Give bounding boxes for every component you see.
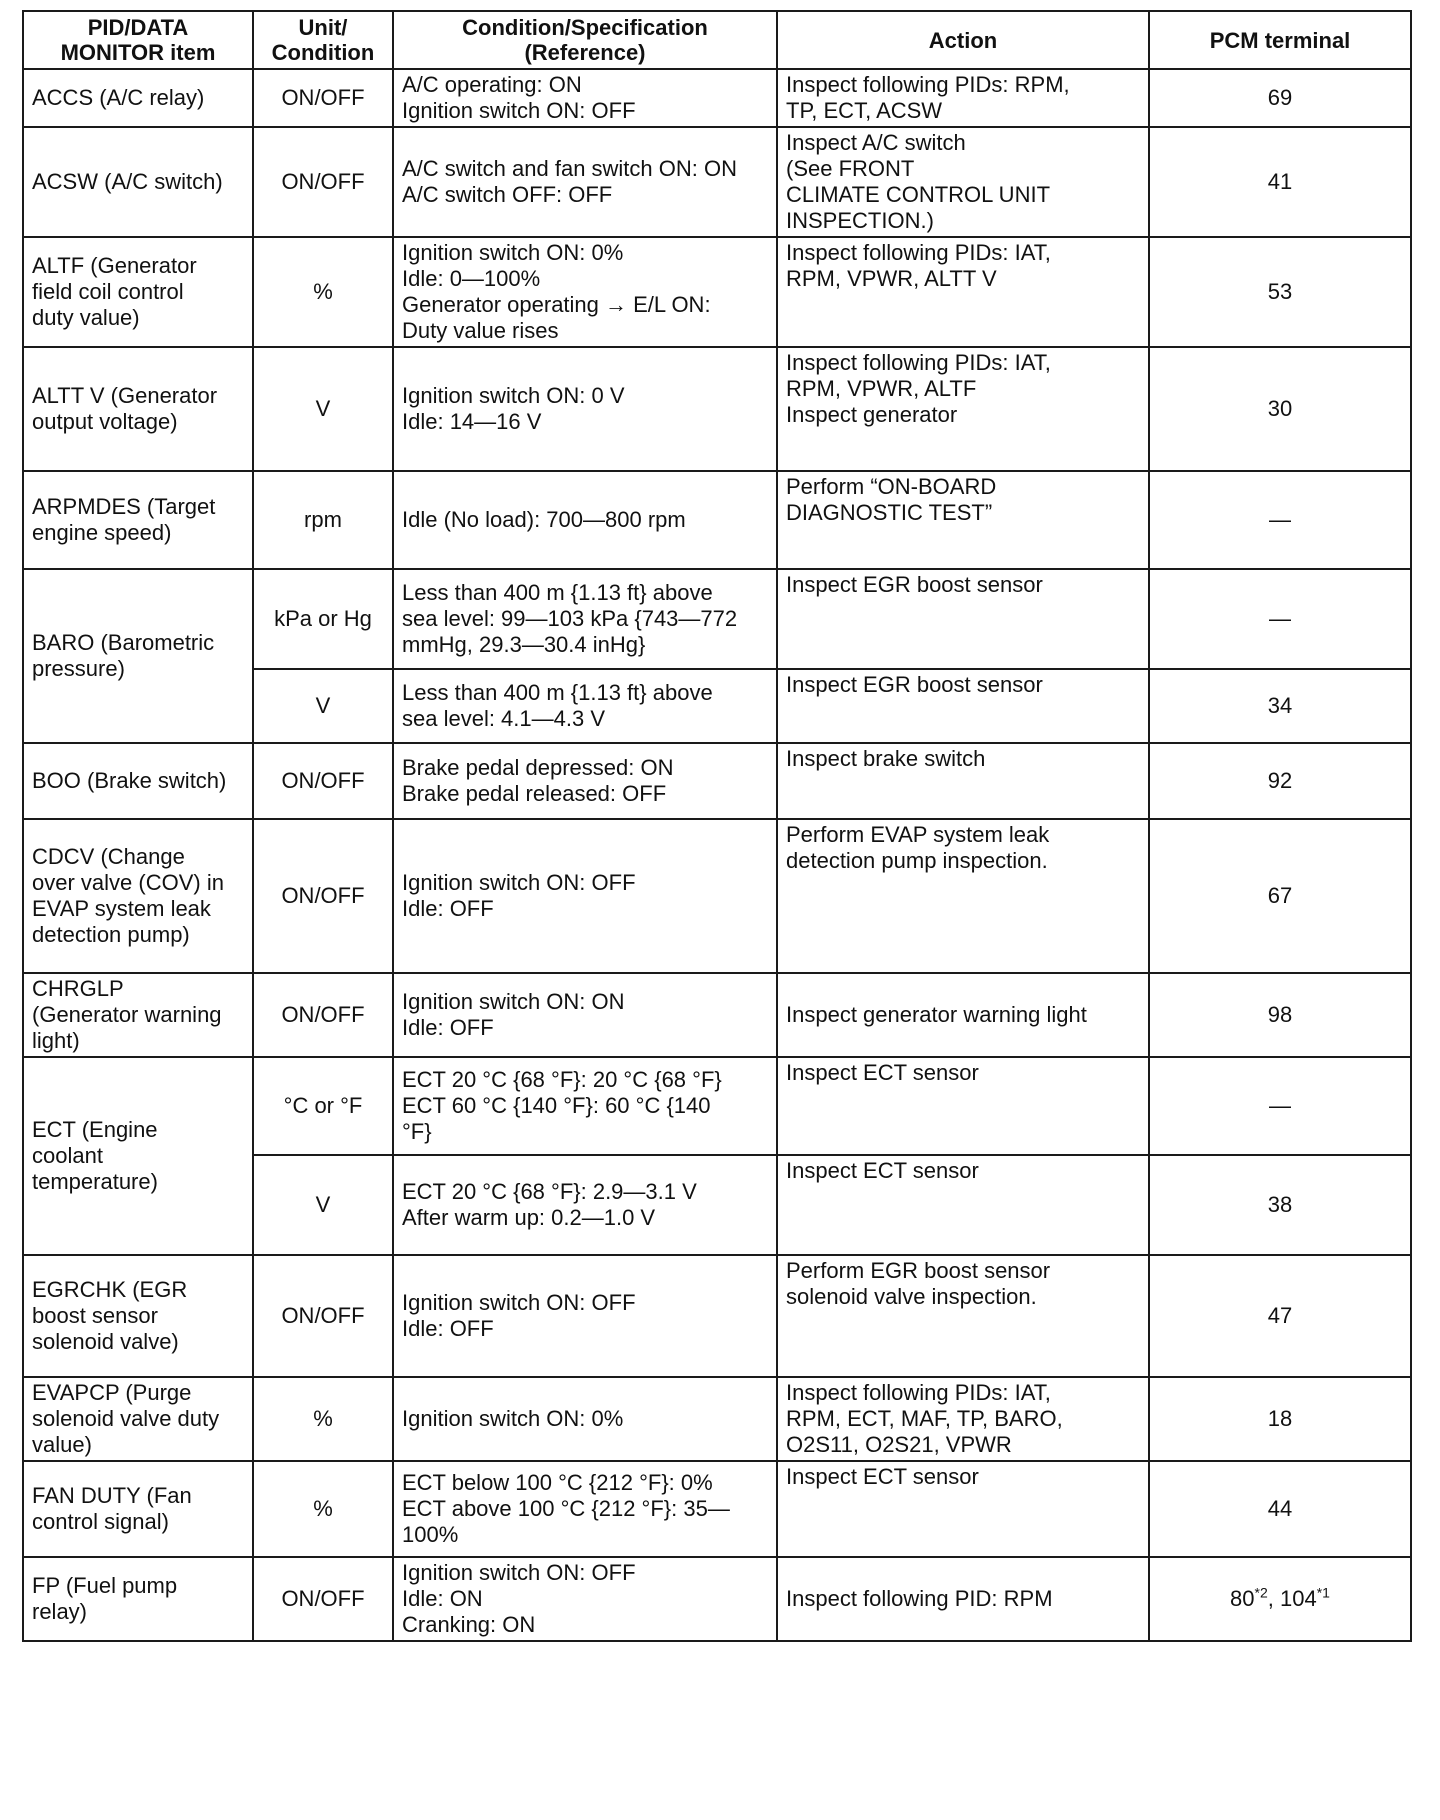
pcm-terminal-part: *1 xyxy=(1316,1584,1330,1601)
condition-cell xyxy=(393,669,777,743)
cell-line: duty value) xyxy=(32,305,140,330)
header-action: Action xyxy=(777,11,1149,69)
cell-line: CDCV (Change xyxy=(32,844,185,869)
cell-line: engine speed) xyxy=(32,520,172,545)
condition-cell xyxy=(393,1057,777,1155)
action-cell xyxy=(777,819,1149,973)
cell-line: BARO (Barometric xyxy=(32,630,215,655)
pcm-terminal-cell: — xyxy=(1149,569,1411,669)
cell-line: ECT 20 °C {68 °F}: 20 °C {68 °F} xyxy=(402,1067,722,1092)
header-item: PID/DATA MONITOR item xyxy=(23,11,253,69)
cell-line: field coil control xyxy=(32,279,184,304)
header-pcm-terminal: PCM terminal xyxy=(1149,11,1411,69)
cell-line: Ignition switch ON: OFF xyxy=(402,870,636,895)
cell-line: Less than 400 m {1.13 ft} above xyxy=(402,680,713,705)
cell-line: control signal) xyxy=(32,1509,169,1534)
pid-item-cell xyxy=(23,973,253,1057)
cell-line: Idle: OFF xyxy=(402,1015,494,1040)
cell-line: pressure) xyxy=(32,656,125,681)
cell-line: ACCS (A/C relay) xyxy=(32,85,205,110)
cell-line: Ignition switch ON: 0 V xyxy=(402,383,625,408)
unit-cell: kPa or Hg xyxy=(253,569,393,669)
action-cell xyxy=(777,743,1149,819)
table-header-row xyxy=(23,11,1411,69)
cell-line: TP, ECT, ACSW xyxy=(786,98,943,123)
cell-line: Inspect EGR boost sensor xyxy=(786,672,1043,697)
cell-line: over valve (COV) in xyxy=(32,870,224,895)
cell-line: light) xyxy=(32,1028,80,1053)
action-cell xyxy=(777,471,1149,569)
unit-cell: rpm xyxy=(253,471,393,569)
cell-line: ECT below 100 °C {212 °F}: 0% xyxy=(402,1470,713,1495)
action-cell xyxy=(777,569,1149,669)
action-cell xyxy=(777,1255,1149,1377)
cell-line: Duty value rises xyxy=(402,318,559,343)
cell-line: Perform EGR boost sensor xyxy=(786,1258,1051,1283)
pcm-terminal-cell: 44 xyxy=(1149,1461,1411,1557)
cell-line: EVAPCP (Purge xyxy=(32,1380,192,1405)
cell-line: °F} xyxy=(402,1119,432,1144)
condition-cell xyxy=(393,127,777,237)
unit-cell: % xyxy=(253,1377,393,1461)
cell-line: Idle (No load): 700—800 rpm xyxy=(402,507,686,532)
condition-cell xyxy=(393,819,777,973)
cell-line: boost sensor xyxy=(32,1303,158,1328)
table-row xyxy=(23,819,1411,973)
pcm-terminal-cell: 98 xyxy=(1149,973,1411,1057)
cell-line: FP (Fuel pump xyxy=(32,1573,178,1598)
cell-line: CLIMATE CONTROL UNIT xyxy=(786,182,1051,207)
cell-line: DIAGNOSTIC TEST” xyxy=(786,500,993,525)
cell-line: Inspect following PIDs: IAT, xyxy=(786,350,1051,375)
cell-line: ARPMDES (Target xyxy=(32,494,216,519)
unit-cell: ON/OFF xyxy=(253,1557,393,1641)
cell-line: ECT (Engine xyxy=(32,1117,158,1142)
cell-line: coolant xyxy=(32,1143,103,1168)
cell-line: (Generator warning xyxy=(32,1002,222,1027)
pid-item-cell xyxy=(23,471,253,569)
condition-cell xyxy=(393,973,777,1057)
pcm-terminal-cell: 41 xyxy=(1149,127,1411,237)
cell-line: O2S11, O2S21, VPWR xyxy=(786,1432,1012,1457)
cell-line: EVAP system leak xyxy=(32,896,211,921)
cell-line: RPM, ECT, MAF, TP, BARO, xyxy=(786,1406,1063,1431)
action-cell xyxy=(777,1557,1149,1641)
pid-item-cell xyxy=(23,127,253,237)
cell-line: A/C switch and fan switch ON: ON xyxy=(402,156,737,181)
action-cell xyxy=(777,347,1149,471)
cell-line: solenoid valve) xyxy=(32,1329,179,1354)
header-condition: Condition/Specification (Reference) xyxy=(393,11,777,69)
cell-line: value) xyxy=(32,1432,92,1457)
cell-line: sea level: 99—103 kPa {743—772 xyxy=(402,606,738,631)
cell-line: Inspect following PIDs: IAT, xyxy=(786,240,1051,265)
pcm-terminal-cell: 69 xyxy=(1149,69,1411,127)
cell-line: sea level: 4.1—4.3 V xyxy=(402,706,606,731)
unit-cell: ON/OFF xyxy=(253,743,393,819)
unit-cell: % xyxy=(253,1461,393,1557)
cell-line: Inspect ECT sensor xyxy=(786,1060,979,1085)
cell-line: RPM, VPWR, ALTT V xyxy=(786,266,997,291)
cell-line: 100% xyxy=(402,1522,459,1547)
unit-cell: ON/OFF xyxy=(253,1255,393,1377)
pid-item-cell xyxy=(23,69,253,127)
cell-line: solenoid valve inspection. xyxy=(786,1284,1037,1309)
header-unit: Unit/ Condition xyxy=(253,11,393,69)
cell-line: Idle: OFF xyxy=(402,1316,494,1341)
unit-cell: ON/OFF xyxy=(253,69,393,127)
cell-line: Generator operating → E/L ON: xyxy=(402,292,711,317)
cell-line: Ignition switch ON: OFF xyxy=(402,1560,636,1585)
cell-line: Idle: 14—16 V xyxy=(402,409,542,434)
pid-item-cell xyxy=(23,347,253,471)
action-cell xyxy=(777,669,1149,743)
unit-cell: V xyxy=(253,669,393,743)
pid-item-cell xyxy=(23,569,253,743)
cell-line: Ignition switch ON: 0% xyxy=(402,1406,624,1431)
pcm-terminal-cell: — xyxy=(1149,1057,1411,1155)
action-cell xyxy=(777,973,1149,1057)
cell-line: Inspect following PID: RPM xyxy=(786,1586,1053,1611)
action-cell xyxy=(777,1461,1149,1557)
action-cell xyxy=(777,127,1149,237)
table-row xyxy=(23,1461,1411,1557)
cell-line: FAN DUTY (Fan xyxy=(32,1483,192,1508)
table-row xyxy=(23,1057,1411,1155)
cell-line: ECT 20 °C {68 °F}: 2.9—3.1 V xyxy=(402,1179,697,1204)
unit-cell: % xyxy=(253,237,393,347)
pcm-terminal-cell xyxy=(1149,1557,1411,1641)
unit-cell: ON/OFF xyxy=(253,819,393,973)
pcm-terminal-part: , xyxy=(1267,1586,1280,1611)
table-body xyxy=(23,69,1411,1641)
pid-item-cell xyxy=(23,1377,253,1461)
condition-cell xyxy=(393,347,777,471)
table-row xyxy=(23,1377,1411,1461)
pid-item-cell xyxy=(23,819,253,973)
pcm-terminal-cell: 92 xyxy=(1149,743,1411,819)
condition-cell xyxy=(393,1377,777,1461)
pcm-terminal-part: *2 xyxy=(1254,1584,1268,1601)
unit-cell: °C or °F xyxy=(253,1057,393,1155)
action-cell xyxy=(777,1057,1149,1155)
cell-line: detection pump) xyxy=(32,922,190,947)
pcm-terminal-cell: 38 xyxy=(1149,1155,1411,1255)
cell-line: Inspect brake switch xyxy=(786,746,986,771)
table-row xyxy=(23,1255,1411,1377)
table-row xyxy=(23,569,1411,669)
cell-line: Inspect generator xyxy=(786,402,958,427)
condition-cell xyxy=(393,237,777,347)
cell-line: BOO (Brake switch) xyxy=(32,768,227,793)
cell-line: ECT 60 °C {140 °F}: 60 °C {140 xyxy=(402,1093,711,1118)
pcm-terminal-cell: 47 xyxy=(1149,1255,1411,1377)
cell-line: temperature) xyxy=(32,1169,158,1194)
cell-line: Inspect ECT sensor xyxy=(786,1464,979,1489)
condition-cell xyxy=(393,743,777,819)
pcm-terminal-part: 80 xyxy=(1230,1586,1255,1611)
pcm-terminal-cell: 53 xyxy=(1149,237,1411,347)
cell-line: INSPECTION.) xyxy=(786,208,934,233)
pid-data-monitor-table xyxy=(22,10,1412,1642)
cell-line: ACSW (A/C switch) xyxy=(32,169,223,194)
cell-line: Ignition switch ON: ON xyxy=(402,989,625,1014)
cell-line: Inspect A/C switch xyxy=(786,130,966,155)
cell-line: Inspect EGR boost sensor xyxy=(786,572,1043,597)
unit-cell: V xyxy=(253,1155,393,1255)
pid-item-cell xyxy=(23,1557,253,1641)
cell-line: Brake pedal released: OFF xyxy=(402,781,667,806)
pcm-terminal-cell: 30 xyxy=(1149,347,1411,471)
cell-line: Ignition switch ON: 0% xyxy=(402,240,624,265)
cell-line: solenoid valve duty xyxy=(32,1406,220,1431)
pcm-terminal-cell: — xyxy=(1149,471,1411,569)
condition-cell xyxy=(393,69,777,127)
cell-line: ALTF (Generator xyxy=(32,253,197,278)
table-row xyxy=(23,743,1411,819)
cell-line: Ignition switch ON: OFF xyxy=(402,1290,636,1315)
spec-table-container xyxy=(22,10,1410,1642)
pcm-terminal-cell: 18 xyxy=(1149,1377,1411,1461)
table-row xyxy=(23,973,1411,1057)
cell-line: output voltage) xyxy=(32,409,178,434)
cell-line: Perform “ON-BOARD xyxy=(786,474,997,499)
table-row xyxy=(23,69,1411,127)
cell-line: (See FRONT xyxy=(786,156,915,181)
unit-cell: V xyxy=(253,347,393,471)
cell-line: ECT above 100 °C {212 °F}: 35— xyxy=(402,1496,730,1521)
pid-item-cell xyxy=(23,1461,253,1557)
cell-line: mmHg, 29.3—30.4 inHg} xyxy=(402,632,646,657)
cell-line: CHRGLP xyxy=(32,976,124,1001)
condition-cell xyxy=(393,569,777,669)
unit-cell: ON/OFF xyxy=(253,973,393,1057)
cell-line: detection pump inspection. xyxy=(786,848,1048,873)
cell-line: Cranking: ON xyxy=(402,1612,536,1637)
pcm-terminal-cell: 67 xyxy=(1149,819,1411,973)
cell-line: A/C operating: ON xyxy=(402,72,582,97)
cell-line: Inspect following PIDs: RPM, xyxy=(786,72,1070,97)
pcm-terminal-part: 104 xyxy=(1280,1586,1317,1611)
cell-line: Inspect generator warning light xyxy=(786,1002,1087,1027)
cell-line: Inspect following PIDs: IAT, xyxy=(786,1380,1051,1405)
cell-line: Ignition switch ON: OFF xyxy=(402,98,636,123)
condition-cell xyxy=(393,1155,777,1255)
pid-item-cell xyxy=(23,743,253,819)
cell-line: Idle: ON xyxy=(402,1586,483,1611)
condition-cell xyxy=(393,471,777,569)
cell-line: Idle: OFF xyxy=(402,896,494,921)
cell-line: Less than 400 m {1.13 ft} above xyxy=(402,580,713,605)
cell-line: relay) xyxy=(32,1599,88,1624)
pid-item-cell xyxy=(23,1057,253,1255)
pid-item-cell xyxy=(23,1255,253,1377)
unit-cell: ON/OFF xyxy=(253,127,393,237)
condition-cell xyxy=(393,1255,777,1377)
table-row xyxy=(23,127,1411,237)
action-cell xyxy=(777,237,1149,347)
cell-line: Brake pedal depressed: ON xyxy=(402,755,674,780)
pcm-terminal-cell: 34 xyxy=(1149,669,1411,743)
table-row xyxy=(23,471,1411,569)
condition-cell xyxy=(393,1557,777,1641)
cell-line: RPM, VPWR, ALTF xyxy=(786,376,977,401)
cell-line: Inspect ECT sensor xyxy=(786,1158,979,1183)
cell-line: A/C switch OFF: OFF xyxy=(402,182,613,207)
condition-cell xyxy=(393,1461,777,1557)
cell-line: Idle: 0—100% xyxy=(402,266,541,291)
action-cell xyxy=(777,1377,1149,1461)
cell-line: EGRCHK (EGR xyxy=(32,1277,188,1302)
cell-line: Perform EVAP system leak xyxy=(786,822,1050,847)
cell-line: ALTT V (Generator xyxy=(32,383,218,408)
table-row xyxy=(23,1557,1411,1641)
action-cell xyxy=(777,69,1149,127)
table-row xyxy=(23,237,1411,347)
action-cell xyxy=(777,1155,1149,1255)
table-row xyxy=(23,347,1411,471)
pid-item-cell xyxy=(23,237,253,347)
cell-line: After warm up: 0.2—1.0 V xyxy=(402,1205,656,1230)
